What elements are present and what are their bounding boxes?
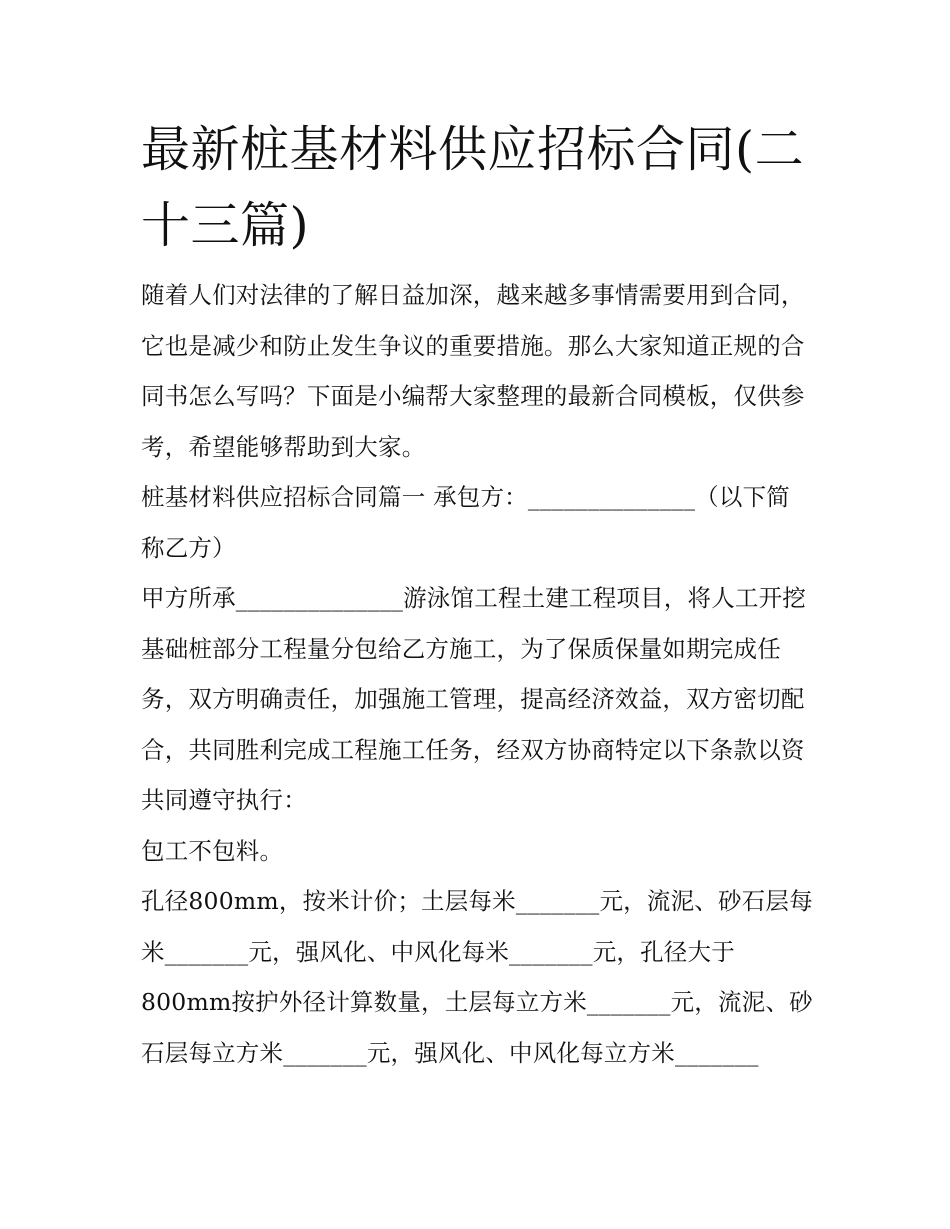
document-title: 最新桩基材料供应招标合同(二十三篇) xyxy=(141,121,805,254)
intro-paragraph: 随着人们对法律的了解日益加深，越来越多事情需要用到合同，它也是减少和防止发生争议的重要措施。那么大家知道正规的合同书怎么写吗？下面是小编帮大家整理的最新合同模板，仅供参考，希望能够帮助到大家。 xyxy=(141,281,805,461)
pricing-paragraph: 孔径800mm，按米计价；土层每米_______元，流泥、砂石层每米_______元，强风化、中风化每米_______元，孔径大于800mm按护外径计算数量，土层每立方米_______元，流泥、砂石层每立方米_______元，强风化、中风化每立方米_______ xyxy=(141,887,813,1067)
document-body xyxy=(141,112,813,1078)
labor-only-paragraph: 包工不包料。 xyxy=(141,836,284,865)
contract-heading-paragraph: 桩基材料供应招标合同篇一 承包方：______________（以下简称乙方） xyxy=(141,483,790,562)
scope-paragraph: 甲方所承______________游泳馆工程土建工程项目，将人工开挖基础桩部分工程量分包给乙方施工，为了保质保量如期完成任务，双方明确责任，加强施工管理，提高经济效益，双方密切配合，共同胜利完成工程施工任务，经双方协商特定以下条款以资共同遵守执行： xyxy=(141,584,806,814)
